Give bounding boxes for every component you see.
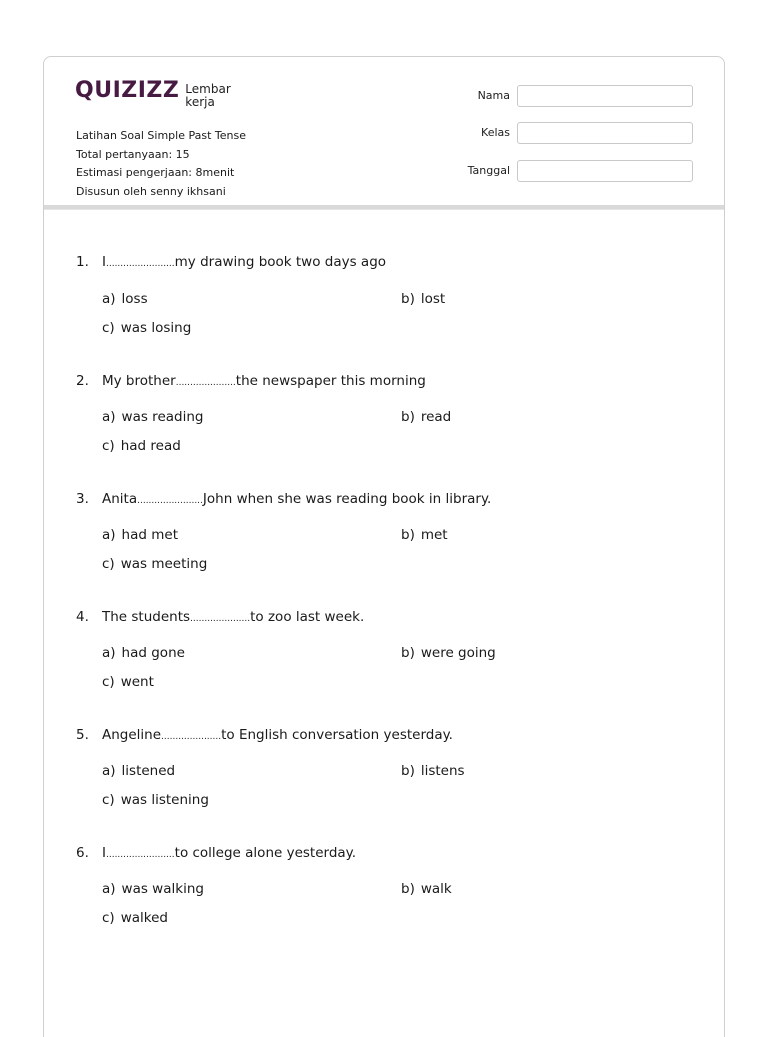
option-text: loss xyxy=(121,291,148,307)
time-estimate: Estimasi pengerjaan: 8menit xyxy=(76,166,235,179)
option-letter: a) xyxy=(102,763,116,779)
option-letter: b) xyxy=(401,527,415,543)
option-text: listens xyxy=(420,763,465,779)
option-c[interactable] xyxy=(102,437,181,455)
question-3 xyxy=(76,490,696,572)
option-b[interactable] xyxy=(401,762,465,780)
option-text: met xyxy=(420,527,448,543)
answer-blank: ....................... xyxy=(137,496,203,506)
name-field[interactable] xyxy=(517,85,693,107)
quizizz-logo xyxy=(75,78,245,108)
question-number: 6. xyxy=(76,845,89,861)
option-letter: b) xyxy=(401,763,415,779)
stem-after: the newspaper this morning xyxy=(235,373,426,389)
question-stem xyxy=(76,726,696,746)
option-letter: b) xyxy=(401,291,415,307)
option-text: had read xyxy=(120,438,181,454)
option-text: listened xyxy=(121,763,176,779)
option-letter: a) xyxy=(102,881,116,897)
stem-before: Anita xyxy=(102,491,138,507)
option-text: was losing xyxy=(120,320,192,336)
worksheet-page xyxy=(43,56,725,1037)
option-c[interactable] xyxy=(102,909,168,927)
question-number: 1. xyxy=(76,254,89,270)
date-field[interactable] xyxy=(517,160,693,182)
stem-after: to zoo last week. xyxy=(250,609,365,625)
question-number: 3. xyxy=(76,491,89,507)
date-label: Tanggal xyxy=(467,164,510,177)
option-a[interactable] xyxy=(102,290,148,308)
option-a[interactable] xyxy=(102,526,178,544)
option-letter: b) xyxy=(401,409,415,425)
option-text: was walking xyxy=(121,881,204,897)
logo-wordmark: QUIZIZZ xyxy=(75,78,180,103)
option-a[interactable] xyxy=(102,644,185,662)
option-text: walk xyxy=(420,881,452,897)
question-stem xyxy=(76,608,696,628)
option-b[interactable] xyxy=(401,408,451,426)
option-a[interactable] xyxy=(102,408,203,426)
option-text: read xyxy=(420,409,452,425)
stem-before: I xyxy=(102,845,106,861)
option-text: was listening xyxy=(120,792,209,808)
question-stem xyxy=(76,490,696,510)
option-text: was meeting xyxy=(120,556,208,572)
option-c[interactable] xyxy=(102,673,154,691)
question-4 xyxy=(76,608,696,690)
option-text: had gone xyxy=(121,645,185,661)
question-number: 4. xyxy=(76,609,89,625)
question-stem xyxy=(76,844,696,864)
question-count: Total pertanyaan: 15 xyxy=(76,147,190,161)
question-stem xyxy=(76,253,696,273)
class-label: Kelas xyxy=(481,126,510,139)
option-b[interactable] xyxy=(401,526,448,544)
option-text: lost xyxy=(420,291,446,307)
answer-blank: ..................... xyxy=(190,614,251,624)
option-letter: c) xyxy=(102,438,115,454)
question-1 xyxy=(76,253,696,336)
logo-subtitle xyxy=(185,83,245,109)
stem-before: I xyxy=(102,254,106,270)
question-2 xyxy=(76,372,696,454)
option-text: was reading xyxy=(121,409,204,425)
stem-before: My brother xyxy=(102,373,176,389)
question-5 xyxy=(76,726,696,808)
stem-after: to college alone yesterday. xyxy=(174,845,357,861)
question-number: 2. xyxy=(76,373,89,389)
answer-blank: ........................ xyxy=(105,850,175,860)
question-number: 5. xyxy=(76,727,89,743)
option-c[interactable] xyxy=(102,791,209,809)
stem-before: Angeline xyxy=(102,727,162,743)
option-letter: c) xyxy=(102,910,115,926)
option-b[interactable] xyxy=(401,290,445,308)
option-b[interactable] xyxy=(401,880,452,898)
author-line: Disusun oleh senny ikhsani xyxy=(76,184,226,198)
option-a[interactable] xyxy=(102,762,175,780)
option-letter: c) xyxy=(102,320,115,336)
worksheet-header xyxy=(44,57,724,209)
option-letter: b) xyxy=(401,881,415,897)
stem-before: The students xyxy=(102,609,191,625)
option-c[interactable] xyxy=(102,319,191,337)
answer-blank: ..................... xyxy=(161,732,222,742)
answer-blank: ..................... xyxy=(175,378,236,388)
logo-subtitle-line1: Lembar xyxy=(185,82,231,96)
stem-after: my drawing book two days ago xyxy=(174,254,387,270)
option-text: were going xyxy=(420,645,496,661)
class-field[interactable] xyxy=(517,122,693,144)
question-6 xyxy=(76,844,696,926)
option-a[interactable] xyxy=(102,880,204,898)
stem-after: to English conversation yesterday. xyxy=(221,727,453,743)
question-stem xyxy=(76,372,696,392)
option-letter: c) xyxy=(102,792,115,808)
worksheet-meta xyxy=(76,127,246,201)
option-letter: c) xyxy=(102,674,115,690)
option-letter: a) xyxy=(102,527,116,543)
option-letter: b) xyxy=(401,645,415,661)
option-letter: a) xyxy=(102,291,116,307)
worksheet-title: Latihan Soal Simple Past Tense xyxy=(76,129,246,142)
logo-subtitle-line2: kerja xyxy=(185,95,215,109)
option-letter: a) xyxy=(102,409,116,425)
option-text: had met xyxy=(121,527,178,543)
option-text: went xyxy=(120,674,154,690)
option-text: walked xyxy=(120,910,168,926)
stem-after: John when she was reading book in library. xyxy=(202,491,492,507)
option-letter: a) xyxy=(102,645,116,661)
option-c[interactable] xyxy=(102,555,207,573)
option-letter: c) xyxy=(102,556,115,572)
answer-blank: ........................ xyxy=(105,259,175,269)
option-b[interactable] xyxy=(401,644,496,662)
name-label: Nama xyxy=(477,89,510,102)
